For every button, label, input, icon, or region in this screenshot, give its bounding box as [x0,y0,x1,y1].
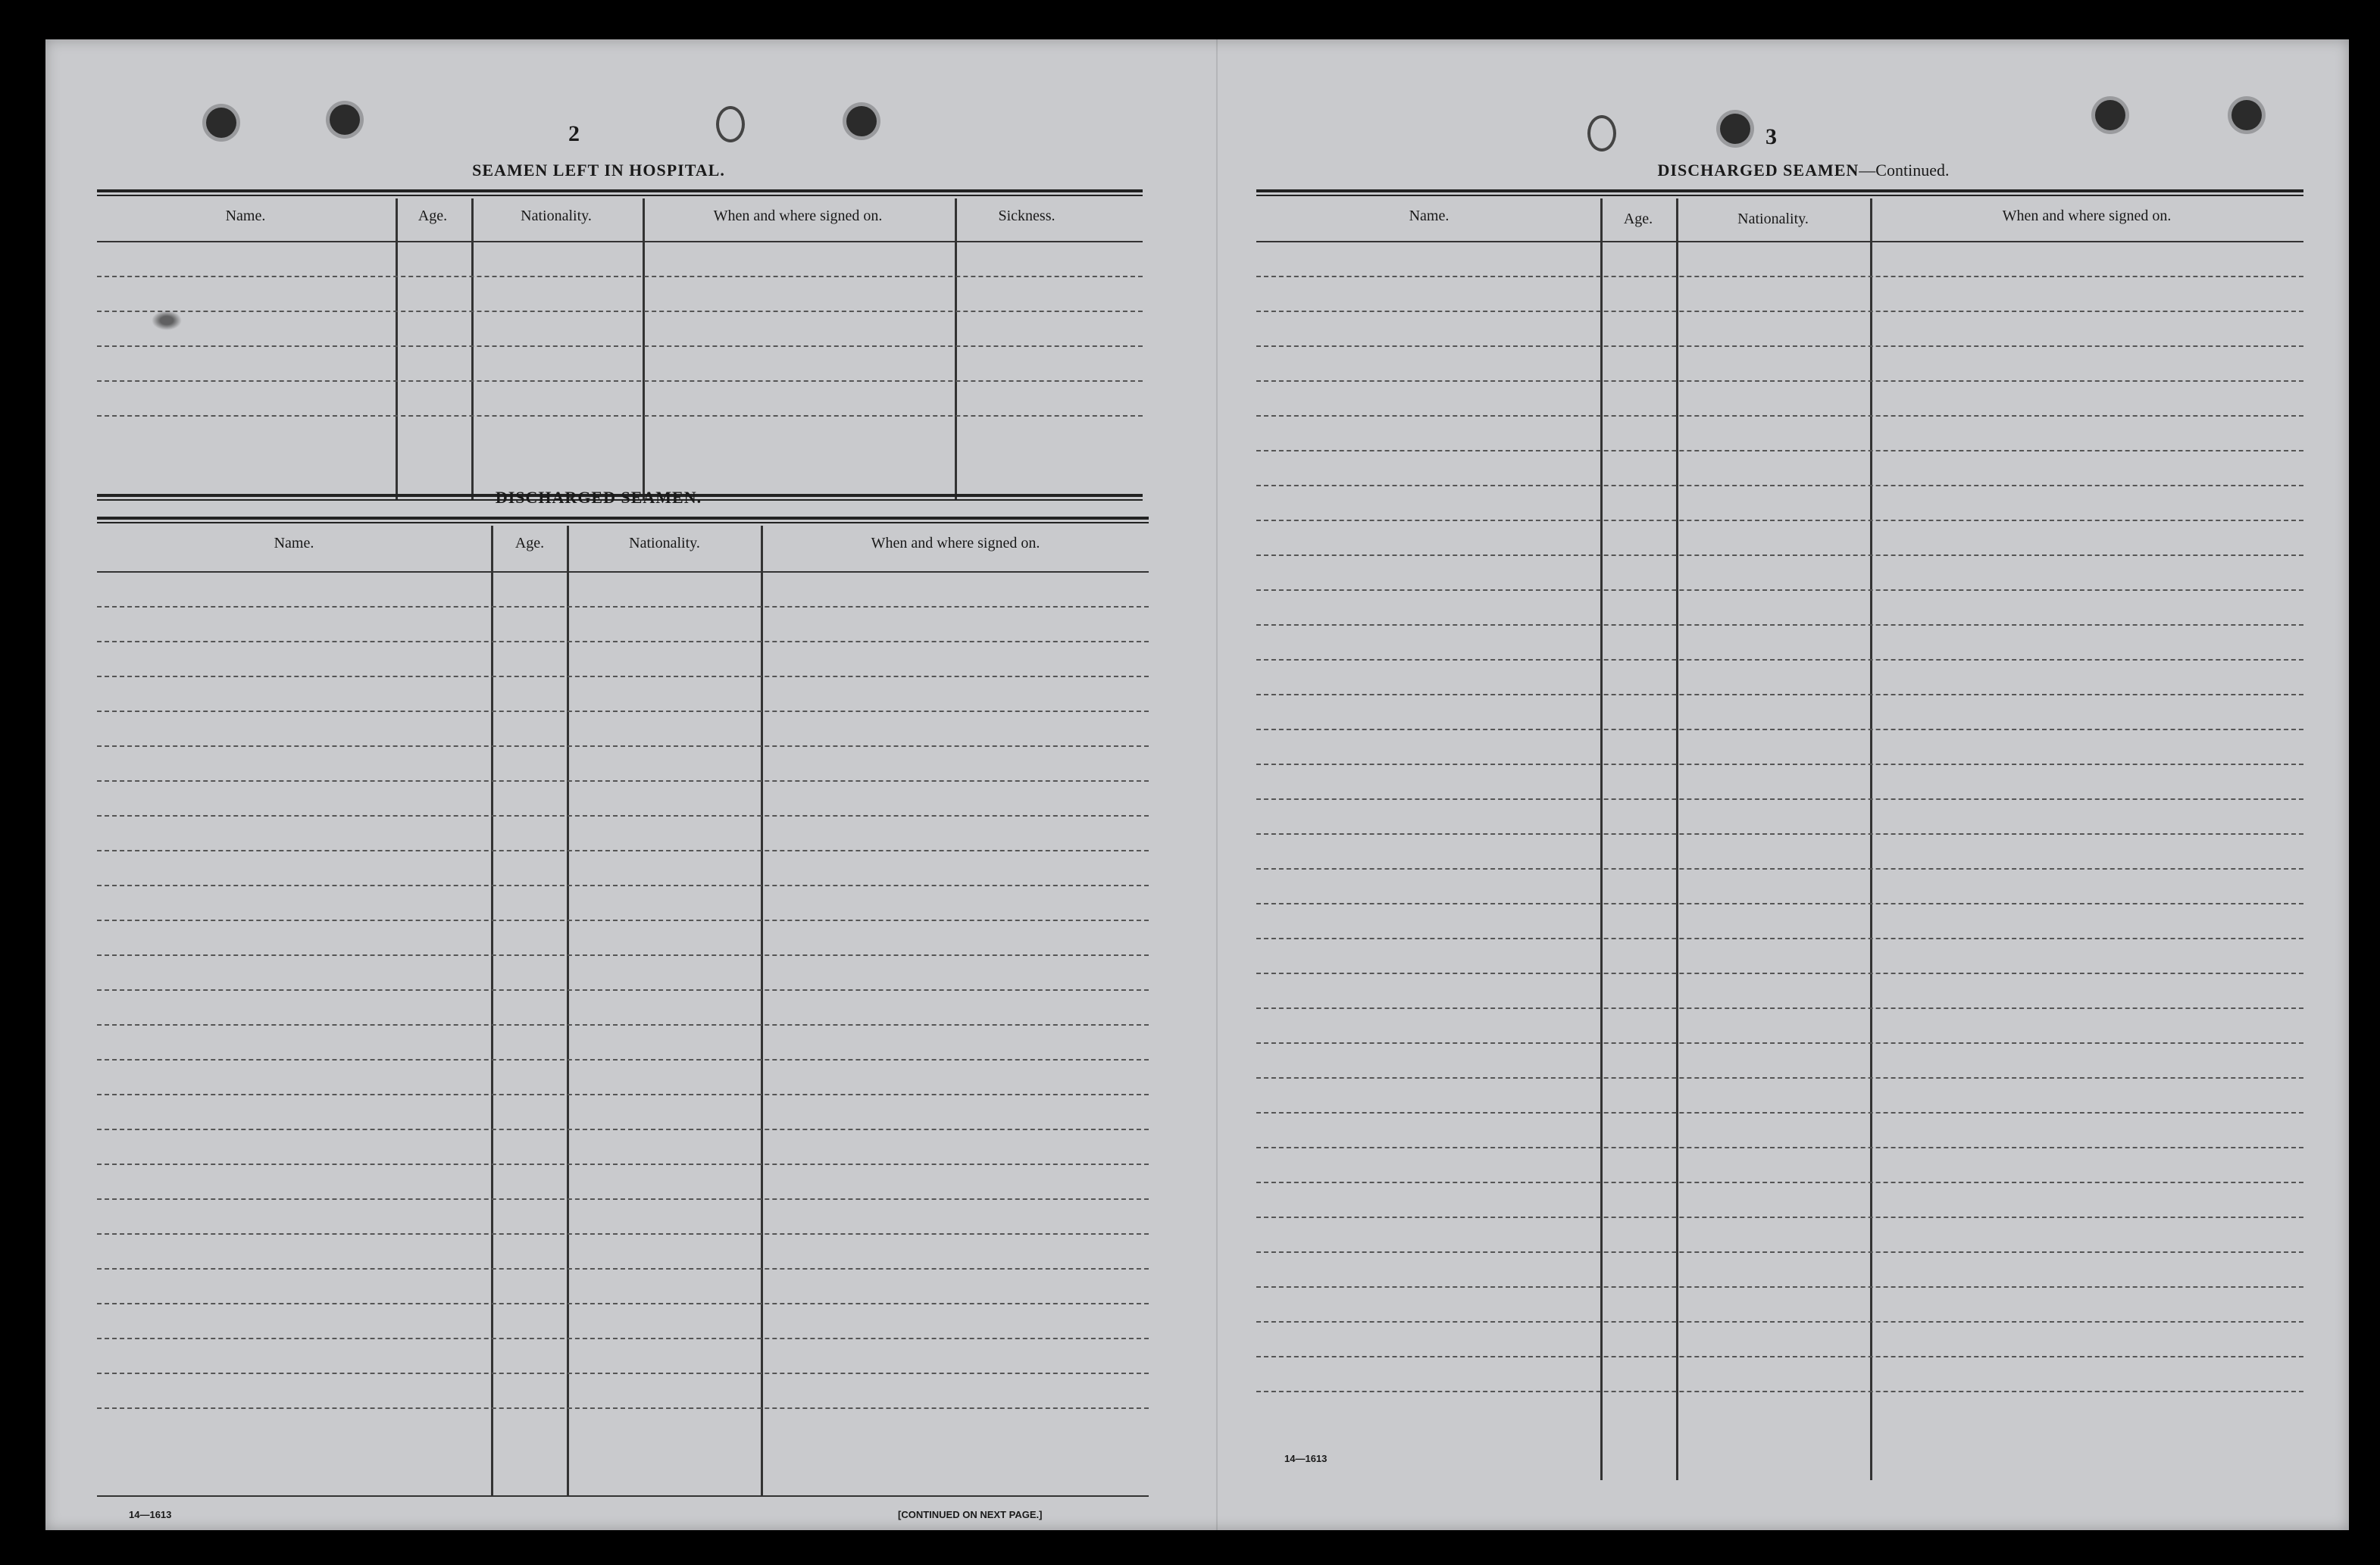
right-row-line [1256,1182,2303,1183]
form-number-right: 14—1613 [1284,1453,1328,1464]
hospital-divider [643,198,645,500]
page-fold [1216,39,1218,1530]
punch-hole [716,106,745,142]
hospital-col-sickness: Sickness. [998,208,1056,224]
discharged-row-line [97,815,1149,817]
discharged-section-title: DISCHARGED SEAMEN. [495,488,702,507]
right-row-line [1256,833,2303,835]
right-row-line [1256,1007,2303,1009]
hospital-row-line [97,311,1143,312]
discharged-row-line [97,885,1149,886]
discharged-row-line [97,1373,1149,1374]
discharged-row-line [97,1233,1149,1235]
right-row-line [1256,1042,2303,1044]
discharged-row-line [97,1198,1149,1200]
right-row-line [1256,380,2303,382]
page-number-right: 3 [1765,124,1777,149]
form-number-left: 14—1613 [129,1509,172,1520]
ink-smudge [152,311,182,330]
right-row-line [1256,1321,2303,1323]
right-row-line [1256,903,2303,904]
punch-hole [330,105,360,135]
discharged-row-line [97,711,1149,712]
right-row-line [1256,764,2303,765]
right-col-age: Age. [1623,211,1653,227]
discharged-top-rule [97,517,1149,523]
discharged-col-age: Age. [514,535,545,551]
discharged-row-line [97,1094,1149,1095]
right-row-line [1256,415,2303,417]
page-number-left: 2 [568,121,580,146]
right-row-line [1256,798,2303,800]
hospital-row-line [97,276,1143,277]
discharged-row-line [97,850,1149,851]
right-row-line [1256,1217,2303,1218]
discharged-col-nationality: Nationality. [629,535,700,551]
punch-hole [206,108,236,138]
hospital-row-line [97,241,1143,242]
discharged-row-line [97,1303,1149,1304]
hospital-col-name: Name. [225,208,266,224]
right-row-line [1256,554,2303,556]
hospital-row-line [97,415,1143,417]
right-divider [1676,198,1678,1480]
hospital-row-line [97,380,1143,382]
right-top-rule [1256,189,2303,196]
discharged-row-line [97,1407,1149,1409]
right-row-line [1256,938,2303,939]
discharged-row-line [97,1059,1149,1061]
discharged-row-line [97,989,1149,991]
discharged-row-line [97,1129,1149,1130]
right-row-line [1256,1077,2303,1079]
hospital-section-title: SEAMEN LEFT IN HOSPITAL. [472,161,725,180]
hospital-col-nationality: Nationality. [521,208,592,224]
hospital-divider [396,198,398,500]
right-row-line [1256,1391,2303,1392]
discharged-row-line [97,1338,1149,1339]
right-row-line [1256,450,2303,451]
discharged-col-signed-on: When and where signed on. [871,535,1040,551]
discharged-row-line [97,1268,1149,1270]
right-col-nationality: Nationality. [1737,211,1809,227]
discharged-row-line [97,1024,1149,1026]
discharged-row-line [97,1164,1149,1165]
right-row-line [1256,973,2303,974]
right-row-line [1256,1251,2303,1253]
hospital-divider [955,198,957,500]
right-row-line [1256,311,2303,312]
hospital-divider [471,198,474,500]
discharged-row-line [97,606,1149,608]
discharged-row-line [97,641,1149,642]
punch-hole [846,106,877,136]
right-row-line [1256,241,2303,242]
right-row-line [1256,694,2303,695]
right-col-signed-on: When and where signed on. [2002,208,2172,224]
discharged-continued-suffix: —Continued. [1859,161,1950,180]
hospital-top-rule [97,189,1143,196]
discharged-row-line [97,954,1149,956]
right-row-line [1256,729,2303,730]
discharged-divider [761,526,763,1495]
punch-hole [1720,114,1750,144]
right-row-line [1256,345,2303,347]
right-row-line [1256,659,2303,661]
discharged-divider [567,526,569,1495]
discharged-continued-main: DISCHARGED SEAMEN [1657,161,1859,180]
discharged-continued-title [1515,161,2091,180]
continued-note: [CONTINUED ON NEXT PAGE.] [898,1509,1043,1520]
right-divider [1870,198,1872,1480]
discharged-row-line [97,745,1149,747]
discharged-row-line [97,920,1149,921]
hospital-col-signed-on: When and where signed on. [713,208,883,224]
right-divider [1600,198,1603,1480]
right-row-line [1256,520,2303,521]
right-row-line [1256,1286,2303,1288]
right-row-line [1256,1112,2303,1114]
hospital-row-line [97,345,1143,347]
punch-hole [1587,115,1616,152]
discharged-bottom-rule [97,1495,1149,1497]
right-row-line [1256,276,2303,277]
document-sheet [45,39,2349,1530]
right-row-line [1256,485,2303,486]
punch-hole [2095,100,2125,130]
right-row-line [1256,589,2303,591]
discharged-row-line [97,676,1149,677]
right-row-line [1256,1356,2303,1357]
hospital-col-age: Age. [418,208,448,224]
right-row-line [1256,868,2303,870]
discharged-col-name: Name. [274,535,314,551]
right-row-line [1256,1147,2303,1148]
discharged-row-line [97,571,1149,573]
punch-hole [2231,100,2262,130]
right-row-line [1256,624,2303,626]
right-col-name: Name. [1409,208,1450,224]
discharged-row-line [97,780,1149,782]
discharged-divider [491,526,493,1495]
